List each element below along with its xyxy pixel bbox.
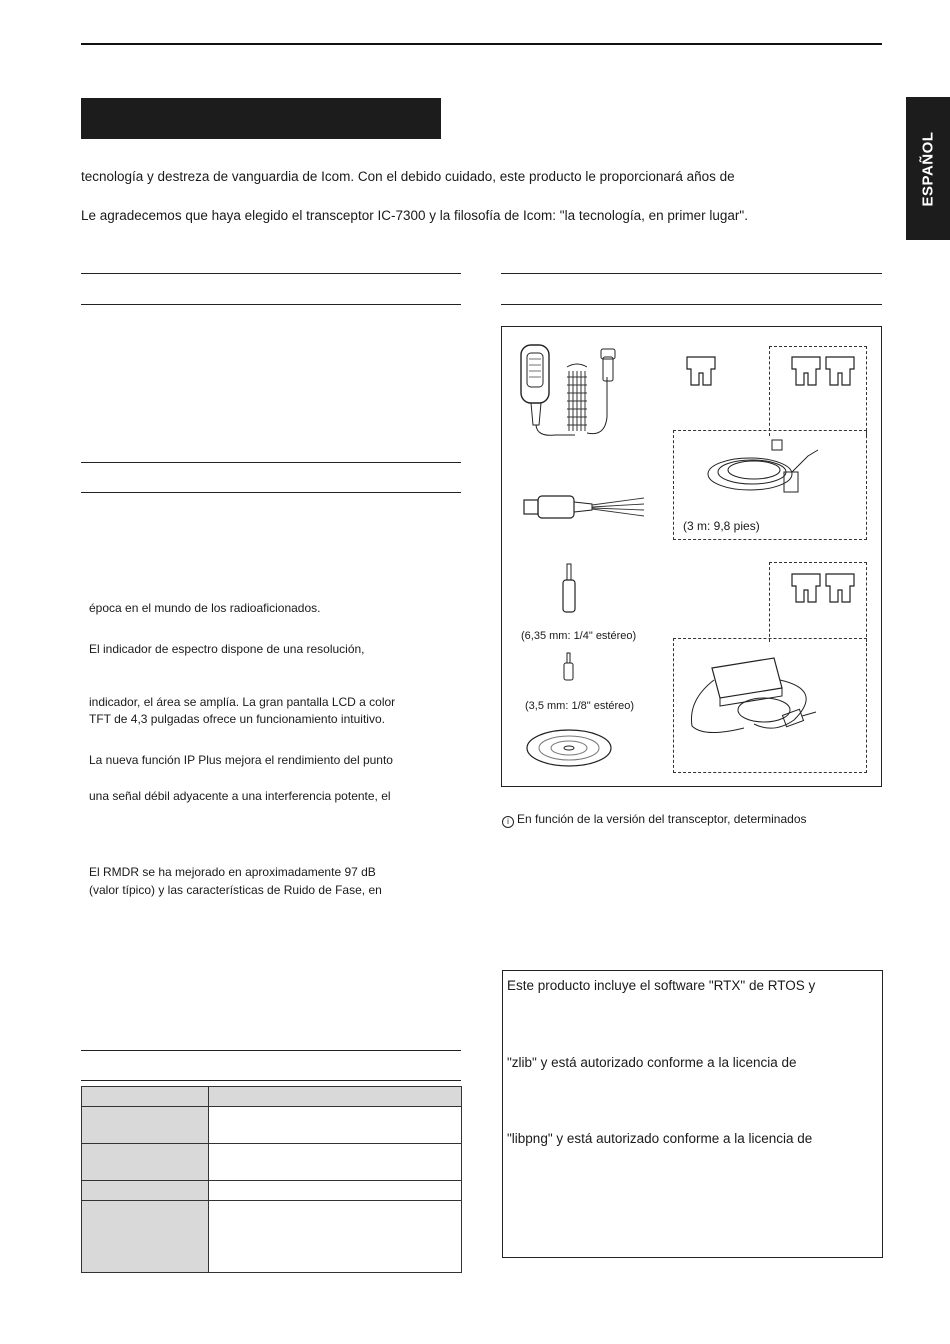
feature-text: indicador, el área se amplía. La gran pantalla LCD a color	[89, 695, 396, 709]
section-rule	[81, 492, 461, 493]
ac-adapter-icon	[684, 650, 834, 745]
section-rule	[81, 1050, 461, 1051]
dc-cable-icon	[700, 436, 830, 506]
microphone-icon	[515, 337, 645, 442]
intro-line-1: tecnología y destreza de vanguardia de Icom. Con el debido cuidado, este producto le proporcionará años de	[81, 169, 735, 184]
language-tab-label: ESPAÑOL	[919, 131, 937, 206]
feature-text: La nueva función IP Plus mejora el rendimiento del punto	[89, 753, 393, 767]
table-row	[82, 1087, 462, 1107]
header-rule	[81, 43, 882, 45]
feature-text: El RMDR se ha mejorado en aproximadamente 97 dB	[89, 865, 376, 879]
feature-text: TFT de 4,3 pulgadas ofrece un funcionamiento intuitivo.	[89, 712, 385, 726]
fuses-icon	[790, 355, 860, 389]
feature-text: una señal débil adyacente a una interferencia potente, el	[89, 789, 391, 803]
table-row	[82, 1144, 462, 1181]
section-rule	[81, 273, 461, 274]
cd-icon	[525, 726, 615, 770]
spec-table	[81, 1086, 462, 1273]
fuse-icon	[685, 355, 719, 389]
section-rule	[501, 304, 882, 305]
section-rule	[501, 273, 882, 274]
table-row	[82, 1107, 462, 1144]
accessory-note: i En función de la versión del transceptor, determinados	[502, 812, 807, 828]
license-line: "zlib" y está autorizado conforme a la licencia de	[507, 1055, 797, 1070]
section-rule	[81, 462, 461, 463]
license-notice-box	[502, 970, 883, 1258]
feature-text: (valor típico) y las características de Ruido de Fase, en	[89, 883, 382, 897]
phone-plug-icon	[559, 562, 579, 616]
section-rule	[81, 1080, 461, 1081]
plug-large-label: (6,35 mm: 1/4" estéreo)	[521, 630, 637, 642]
feature-text: El indicador de espectro dispone de una resolución,	[89, 642, 365, 656]
section-title-bar	[81, 98, 441, 139]
phone-plug-small-icon	[562, 652, 576, 682]
license-line: Este producto incluye el software "RTX" de RTOS y	[507, 978, 816, 993]
plug-small-label: (3,5 mm: 1/8" estéreo)	[525, 700, 635, 712]
section-rule	[81, 304, 461, 305]
feature-text: época en el mundo de los radioaficionados.	[89, 601, 321, 615]
table-row	[82, 1201, 462, 1273]
fuses-icon	[790, 572, 860, 606]
table-row	[82, 1181, 462, 1201]
language-tab[interactable]	[906, 97, 950, 240]
info-icon: i	[502, 816, 514, 828]
license-line: "libpng" y está autorizado conforme a la licencia de	[507, 1131, 813, 1146]
acc-cable-icon	[522, 492, 647, 522]
intro-line-2: Le agradecemos que haya elegido el transceptor IC-7300 y la filosofía de Icom: "la tecnología, en primer lugar".	[81, 208, 748, 223]
cable-length-label: (3 m: 9,8 pies)	[683, 519, 760, 533]
